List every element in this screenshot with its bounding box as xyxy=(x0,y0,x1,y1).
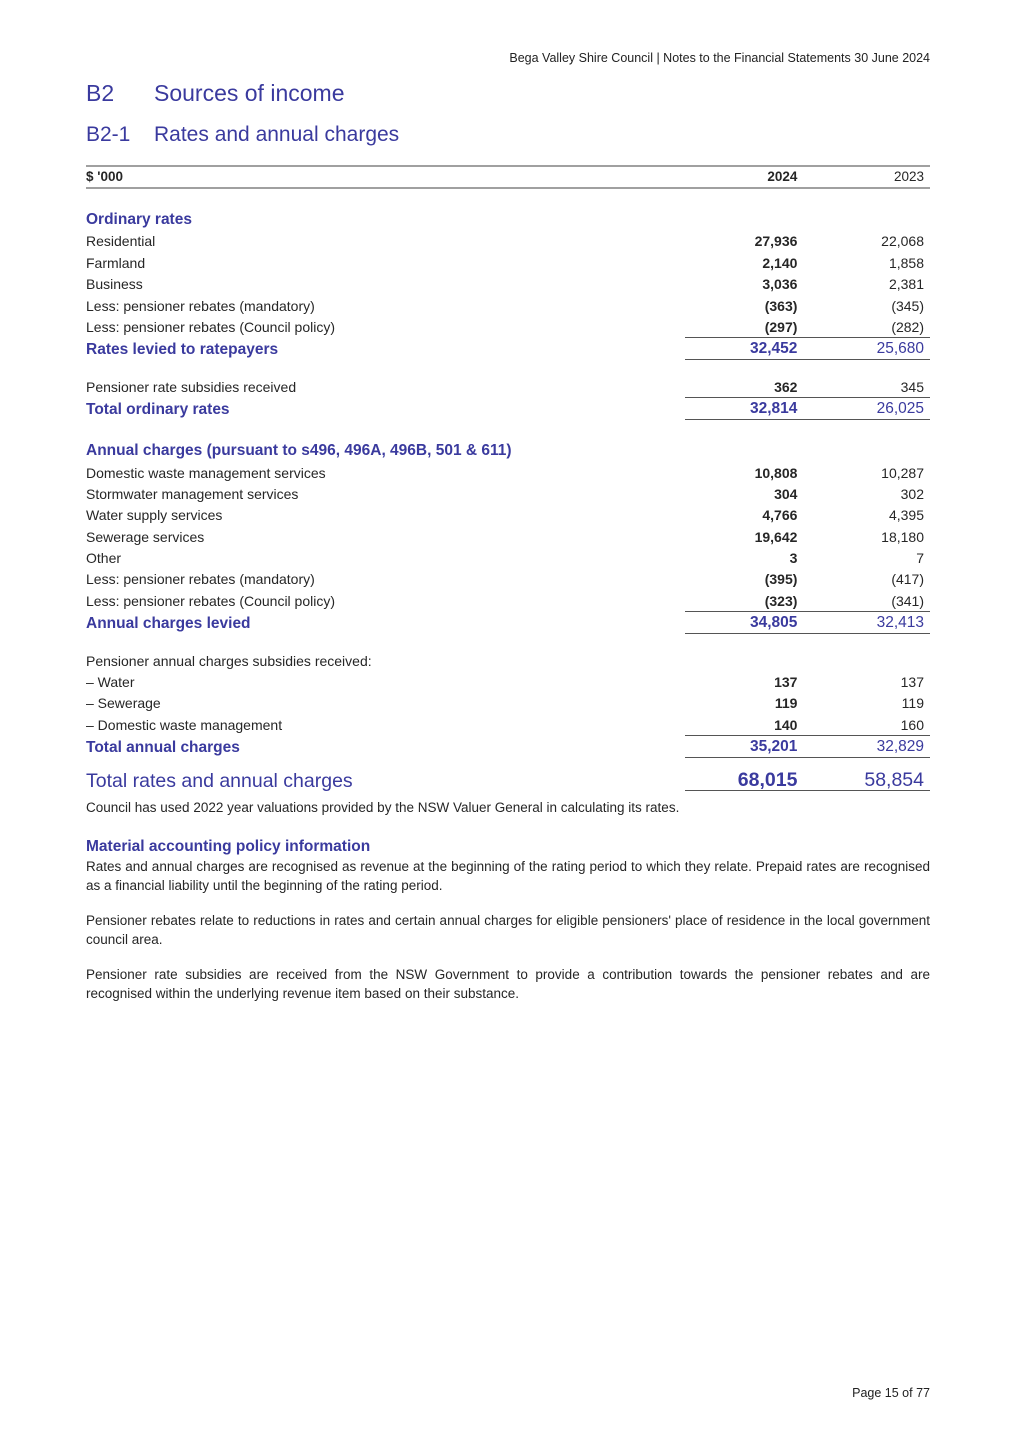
row-label: Domestic waste management services xyxy=(86,464,326,481)
value-2023: 4,395 xyxy=(888,507,924,524)
total-annual-label: Total annual charges xyxy=(86,738,240,756)
subtotal-row xyxy=(86,611,930,633)
spacer xyxy=(86,420,930,436)
ordinary-rates-heading: Ordinary rates xyxy=(86,211,192,228)
row-label: – Water xyxy=(86,674,135,691)
subtotal-row xyxy=(86,735,930,757)
table-row xyxy=(86,251,930,272)
value-2023: 137 xyxy=(900,674,924,691)
row-label: – Domestic waste management xyxy=(86,717,283,734)
rates-table xyxy=(86,165,930,791)
value-2024: 10,808 xyxy=(754,464,798,481)
row-label: Water supply services xyxy=(86,507,223,524)
row-label: Business xyxy=(86,276,143,293)
row-label: Other xyxy=(86,550,122,567)
table-row xyxy=(86,294,930,315)
row-label: Pensioner rate subsidies received xyxy=(86,379,297,396)
page-number: Page 15 of 77 xyxy=(852,1386,930,1400)
empty-cell xyxy=(685,204,812,230)
policy-paragraph: Pensioner rebates relate to reductions in rates and certain annual charges for eligible pensioners' place of residence in the local government council area. xyxy=(86,913,930,947)
subtotal-row xyxy=(86,397,930,419)
row-label: Less: pensioner rebates (mandatory) xyxy=(86,571,315,588)
subsidy-heading: Pensioner annual charges subsidies received: xyxy=(86,652,372,669)
value-2024: 34,805 xyxy=(685,611,812,633)
value-2023: 345 xyxy=(811,375,930,397)
value-2023: (282) xyxy=(811,316,930,338)
running-header: Bega Valley Shire Council | Notes to the Financial Statements 30 June 2024 xyxy=(509,51,930,65)
value-2024: 2,140 xyxy=(762,254,798,271)
value-2024: (363) xyxy=(764,297,798,314)
spacer xyxy=(86,360,930,376)
total-ordinary-label: Total ordinary rates xyxy=(86,400,230,418)
table-row xyxy=(86,589,930,611)
value-2023: (341) xyxy=(811,589,930,611)
policy-paragraph: Pensioner rate subsidies are received from the NSW Government to provide a contribution towards the pensioner rebates and are recognised within the underlying revenue item based on their substance. xyxy=(86,967,930,1001)
table-row xyxy=(86,525,930,546)
table-row xyxy=(86,568,930,589)
table-row xyxy=(86,375,930,397)
value-2023: 2,381 xyxy=(888,276,924,293)
annual-charges-heading: Annual charges (pursuant to s496, 496A, 496B, 501 & 611) xyxy=(86,442,512,460)
table-row xyxy=(86,230,930,251)
row-label: – Sewerage xyxy=(86,695,161,712)
spacer xyxy=(86,634,930,650)
policy-heading: Material accounting policy information xyxy=(86,838,371,855)
empty-cell xyxy=(811,204,930,230)
value-2023: 18,180 xyxy=(881,528,924,545)
subsection-heading xyxy=(86,123,399,147)
value-2023: 160 xyxy=(811,713,930,735)
value-2023: 22,068 xyxy=(881,233,924,250)
table-row xyxy=(86,504,930,525)
table-row xyxy=(86,671,930,692)
row-label: Stormwater management services xyxy=(86,485,299,502)
value-2023: 1,858 xyxy=(888,254,924,271)
row-label: Less: pensioner rebates (Council policy) xyxy=(86,319,336,336)
row-label: Less: pensioner rebates (Council policy) xyxy=(86,593,336,610)
value-2023: 7 xyxy=(916,550,924,567)
value-2024: 137 xyxy=(774,674,798,691)
value-2024: (297) xyxy=(685,316,812,338)
section-row xyxy=(86,204,930,230)
grand-total-row xyxy=(86,758,930,791)
row-label: Less: pensioner rebates (mandatory) xyxy=(86,297,315,314)
value-2024: 3,036 xyxy=(762,276,798,293)
value-2023: 302 xyxy=(900,485,924,502)
section-number: B2 xyxy=(86,80,115,106)
value-2024: 4,766 xyxy=(762,507,798,524)
value-2023: 10,287 xyxy=(881,464,924,481)
empty-cell xyxy=(685,649,812,670)
row-label: Farmland xyxy=(86,254,146,271)
column-2023: 2023 xyxy=(811,166,930,188)
subsection-number: B2-1 xyxy=(86,123,131,146)
table-row xyxy=(86,547,930,568)
value-2024: 68,015 xyxy=(685,758,812,791)
value-2023: 25,680 xyxy=(811,337,930,359)
table-row xyxy=(86,316,930,338)
section-row xyxy=(86,435,930,461)
row-label: Residential xyxy=(86,233,156,250)
section-heading xyxy=(86,80,344,107)
value-2024: 27,936 xyxy=(754,233,798,250)
empty-cell xyxy=(685,435,812,461)
value-2024: 362 xyxy=(685,375,812,397)
value-2024: 32,814 xyxy=(685,397,812,419)
table-row xyxy=(86,713,930,735)
table-row xyxy=(86,273,930,294)
empty-cell xyxy=(811,435,930,461)
value-2024: 32,452 xyxy=(685,337,812,359)
subtotal-row xyxy=(86,337,930,359)
value-2023: 119 xyxy=(901,695,924,712)
policy-paragraph: Rates and annual charges are recognised as revenue at the beginning of the rating period to which they relate. Prepaid rates are recognised as a financial liability until the beginning of the rating period. xyxy=(86,859,930,893)
table-row xyxy=(86,692,930,713)
rates-levied-label: Rates levied to ratepayers xyxy=(86,340,279,358)
section-title: Sources of income xyxy=(154,80,345,106)
value-2023: (417) xyxy=(891,571,924,588)
table-row xyxy=(86,649,930,670)
value-2024: 304 xyxy=(774,485,798,502)
value-2023: 26,025 xyxy=(811,397,930,419)
value-2024: (395) xyxy=(764,571,798,588)
grand-total-label: Total rates and annual charges xyxy=(86,769,353,792)
table-row xyxy=(86,483,930,504)
value-2024: 119 xyxy=(774,695,798,712)
empty-cell xyxy=(811,649,930,670)
value-2024: 140 xyxy=(685,713,812,735)
annual-levied-label: Annual charges levied xyxy=(86,614,251,632)
unit-label: $ '000 xyxy=(86,166,685,188)
value-2023: 58,854 xyxy=(811,758,930,791)
spacer xyxy=(86,188,930,204)
value-2023: 32,413 xyxy=(811,611,930,633)
subsection-title: Rates and annual charges xyxy=(154,123,400,146)
value-2024: (323) xyxy=(685,589,812,611)
table-header-row xyxy=(86,166,930,188)
value-2024: 3 xyxy=(789,550,798,567)
column-2024: 2024 xyxy=(685,166,812,188)
value-2024: 19,642 xyxy=(754,528,798,545)
value-2023: 32,829 xyxy=(811,735,930,757)
row-label: Sewerage services xyxy=(86,528,205,545)
value-2024: 35,201 xyxy=(685,735,812,757)
value-2023: (345) xyxy=(891,297,924,314)
valuation-note: Council has used 2022 year valuations provided by the NSW Valuer General in calculating its rates. xyxy=(86,800,680,815)
table-row xyxy=(86,461,930,482)
